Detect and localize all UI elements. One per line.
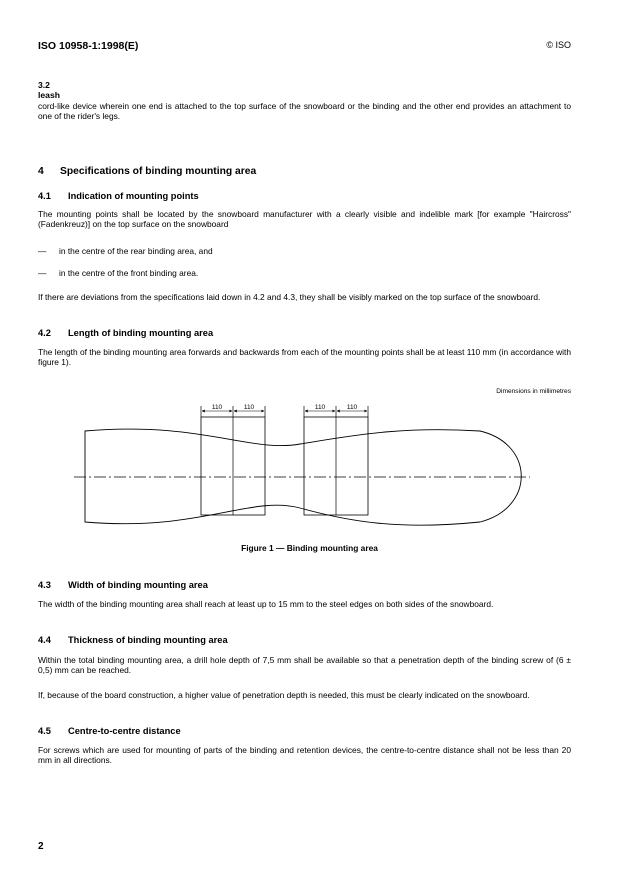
copyright-notice: © ISO [546,40,571,50]
list-item-text: in the centre of the rear binding area, and [59,246,213,256]
section-4-3-heading [38,580,208,590]
section-4-1-paragraph-1: The mounting points shall be located by the snowboard manufacturer with a clearly visible and indelible mark [for example "Haircross" (Fadenkreuz)] on the top surface on the snowboard [38,209,571,230]
section-4-2-paragraph: The length of the binding mounting area forwards and backwards from each of the mounting points shall be at least 110 mm (in accordance with figure 1). [38,347,571,368]
section-4-4-paragraph-2: If, because of the board construction, a higher value of penetration depth is needed, this must be clearly indicated on the snowboard. [38,690,530,700]
dimension-label: 110 [314,404,326,411]
list-dash: — [38,246,47,256]
section-4-5-number: 4.5 [38,726,51,736]
section-4-5-title: Centre-to-centre distance [68,726,181,736]
term-definition: cord-like device wherein one end is attached to the top surface of the snowboard or the binding and the other end provides an attachment to one of the rider's legs. [38,100,571,122]
list-item-text: in the centre of the front binding area. [59,268,199,278]
section-4-4-paragraph-1: Within the total binding mounting area, a drill hole depth of 7,5 mm shall be available so that a penetration depth of the binding screw of (6 ± 0,5) mm can be reached. [38,655,571,676]
dimensions-note: Dimensions in millimetres [496,388,571,395]
section-4-1-paragraph-2: If there are deviations from the specifications laid down in 4.2 and 4.3, they shall be visibly marked on the top surface of the snowboard. [38,292,541,302]
section-4-2-number: 4.2 [38,328,51,338]
section-4-2-title: Length of binding mounting area [68,328,214,338]
dimension-label: 110 [243,404,255,411]
section-4-3-number: 4.3 [38,580,51,590]
figure-caption: Figure 1 — Binding mounting area [241,543,378,553]
section-4-1-title: Indication of mounting points [68,191,199,201]
section-4-4-title: Thickness of binding mounting area [68,635,228,645]
section-4-number: 4 [38,166,44,177]
term-number: 3.2 [38,80,50,90]
term-name: leash [38,90,60,101]
section-4-title: Specifications of binding mounting area [60,166,257,177]
section-4-1-number: 4.1 [38,191,51,201]
section-4-3-paragraph: The width of the binding mounting area shall reach at least up to 15 mm to the steel edges on both sides of the snowboard. [38,599,494,609]
list-dash: — [38,268,47,278]
section-4-4-number: 4.4 [38,635,51,645]
dimension-label: 110 [211,404,223,411]
section-4-5-heading [38,726,181,736]
page-number: 2 [38,841,44,852]
dimension-label: 110 [346,404,358,411]
section-4-3-title: Width of binding mounting area [68,580,208,590]
section-4-4-heading [38,635,228,645]
section-4-5-paragraph: For screws which are used for mounting of parts of the binding and retention devices, the centre-to-centre distance shall not be less than 20 mm in all directions. [38,745,571,766]
document-id: ISO 10958-1:1998(E) [38,40,139,52]
